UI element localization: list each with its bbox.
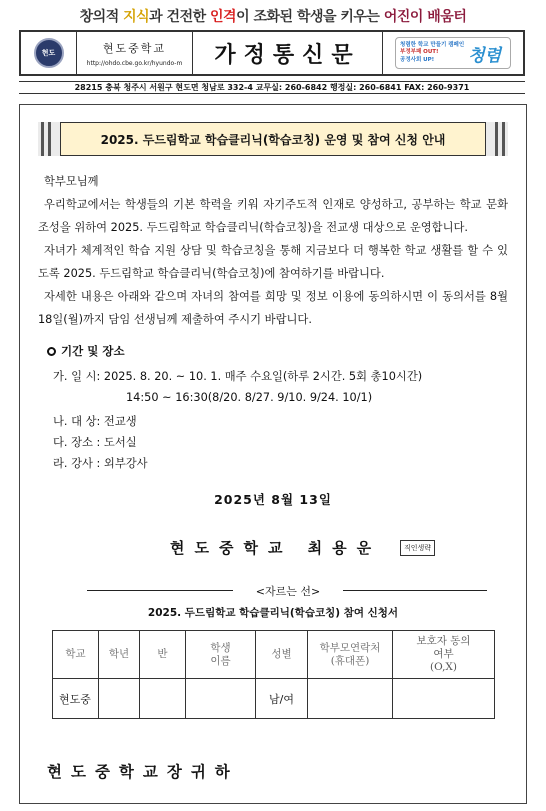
slogan-school-motto: 어진이 배움터 bbox=[383, 9, 467, 25]
class-input-cell[interactable] bbox=[140, 679, 186, 719]
school-info bbox=[77, 32, 193, 74]
school-logo-text: 현도 bbox=[41, 49, 56, 57]
application-form-table bbox=[52, 630, 495, 719]
gender-cell[interactable]: 남/여 bbox=[256, 679, 308, 719]
section-title bbox=[47, 343, 125, 359]
header-guardian-consent: 보호자 동의 여부 (O,X) bbox=[393, 631, 495, 679]
greeting: 학부모님께 bbox=[44, 175, 99, 188]
banner-bar bbox=[48, 122, 51, 156]
detail-instructor: 라. 강사 : 외부강사 bbox=[53, 457, 148, 470]
notice-banner bbox=[38, 122, 508, 156]
detail-date: 가. 일 시: 2025. 8. 20. ~ 10. 1. 매주 수요일(하루 2시간. 5회 총10시간) bbox=[53, 370, 423, 383]
slogan-knowledge: 지식 bbox=[123, 9, 150, 25]
student-name-input-cell[interactable] bbox=[186, 679, 256, 719]
campaign-line: 청렴한 학교 만들기 캠페인 bbox=[400, 42, 465, 49]
application-form-title: 2025. 두드림학교 학습클리닉(학습코칭) 참여 신청서 bbox=[147, 607, 399, 619]
header-school: 학교 bbox=[53, 631, 99, 679]
slogan-part: 창의적 bbox=[79, 9, 124, 25]
body-paragraph: 우리학교에서는 학생들의 기본 학력을 키워 자기주도적 인재로 양성하고, 공부하는 학교 문화 조성을 위하여 2025. 두드림학교 학습클리닉(학습코칭)을 전교생 대상으로 운영합니다. bbox=[38, 198, 508, 234]
form-header-row bbox=[53, 631, 495, 679]
principal-signature: 현도중학교 최용운 bbox=[170, 539, 382, 557]
campaign-text bbox=[400, 42, 464, 63]
newsletter-header bbox=[19, 30, 525, 76]
school-url[interactable]: http://ohdo.cbe.go.kr/hyundo-m bbox=[86, 59, 183, 67]
newsletter-title: 가정통신문 bbox=[193, 32, 383, 74]
section-title-text: 기간 및 장소 bbox=[61, 344, 125, 358]
cut-dash bbox=[343, 590, 487, 591]
detail-target: 나. 대 상: 전교생 bbox=[53, 415, 137, 428]
school-name: 현도중학교 bbox=[102, 41, 167, 55]
bullet-circle-icon bbox=[47, 347, 56, 356]
slogan-part: 과 건전한 bbox=[149, 9, 211, 25]
slogan-character: 인격 bbox=[210, 9, 237, 25]
detail-time: 14:50 ~ 16:30(8/20. 8/27. 9/10. 9/24. 10/1) bbox=[126, 391, 373, 404]
closing-addressee: 현도중학교장귀하 bbox=[47, 762, 239, 781]
slogan-part: 이 조화된 학생을 키우는 bbox=[236, 9, 384, 25]
consent-input-cell[interactable] bbox=[393, 679, 495, 719]
issue-date: 2025년 8월 13일 bbox=[214, 492, 332, 507]
body-paragraph: 자녀가 체계적인 학습 지원 상담 및 학습코칭을 통해 지금보다 더 행복한 학교 생활를 할 수 있도록 2025. 두드림학교 학습클리닉(학습코칭)에 참여하기를 바랍니다. bbox=[38, 244, 508, 280]
header-parent-phone: 학부모연락처 (휴대폰) bbox=[308, 631, 393, 679]
notice-title: 2025. 두드림학교 학습클리닉(학습코칭) 운영 및 참여 신청 안내 bbox=[60, 122, 486, 156]
header-gender: 성별 bbox=[256, 631, 308, 679]
seal-omitted-note: 직인생략 bbox=[400, 540, 435, 556]
banner-bar bbox=[41, 122, 44, 156]
cut-dash bbox=[87, 590, 233, 591]
banner-bar bbox=[495, 122, 498, 156]
school-cell: 현도중 bbox=[53, 679, 99, 719]
campaign-badge-cell bbox=[383, 32, 523, 74]
form-input-row bbox=[53, 679, 495, 719]
integrity-campaign-badge bbox=[395, 37, 511, 69]
parent-phone-input-cell[interactable] bbox=[308, 679, 393, 719]
cut-line bbox=[87, 583, 487, 597]
banner-bar bbox=[502, 122, 505, 156]
grade-input-cell[interactable] bbox=[99, 679, 140, 719]
header-student-name: 학생 이름 bbox=[186, 631, 256, 679]
cut-line-label: <자르는 선> bbox=[233, 583, 343, 599]
header-class: 반 bbox=[140, 631, 186, 679]
campaign-line: 부정부패 OUT! bbox=[400, 49, 439, 56]
detail-place: 다. 장소 : 도서실 bbox=[53, 436, 137, 449]
slogan bbox=[0, 6, 546, 26]
school-logo-cell bbox=[21, 32, 77, 74]
header-grade: 학년 bbox=[99, 631, 140, 679]
campaign-line: 공정사회 UP! bbox=[400, 56, 435, 63]
body-paragraph: 자세한 내용은 아래와 같으며 자녀의 참여를 희망 및 정보 이용에 동의하시면 이 동의서를 8월 18일(월)까지 담임 선생님께 제출하여 주시기 바랍니다. bbox=[38, 290, 508, 326]
integrity-logo: 청렴 bbox=[468, 45, 502, 66]
school-logo bbox=[34, 38, 64, 68]
school-address: 28215 충북 청주시 서원구 현도면 청남로 332-4 교무실: 260-6842 행정실: 260-6841 FAX: 260-9371 bbox=[19, 81, 525, 94]
